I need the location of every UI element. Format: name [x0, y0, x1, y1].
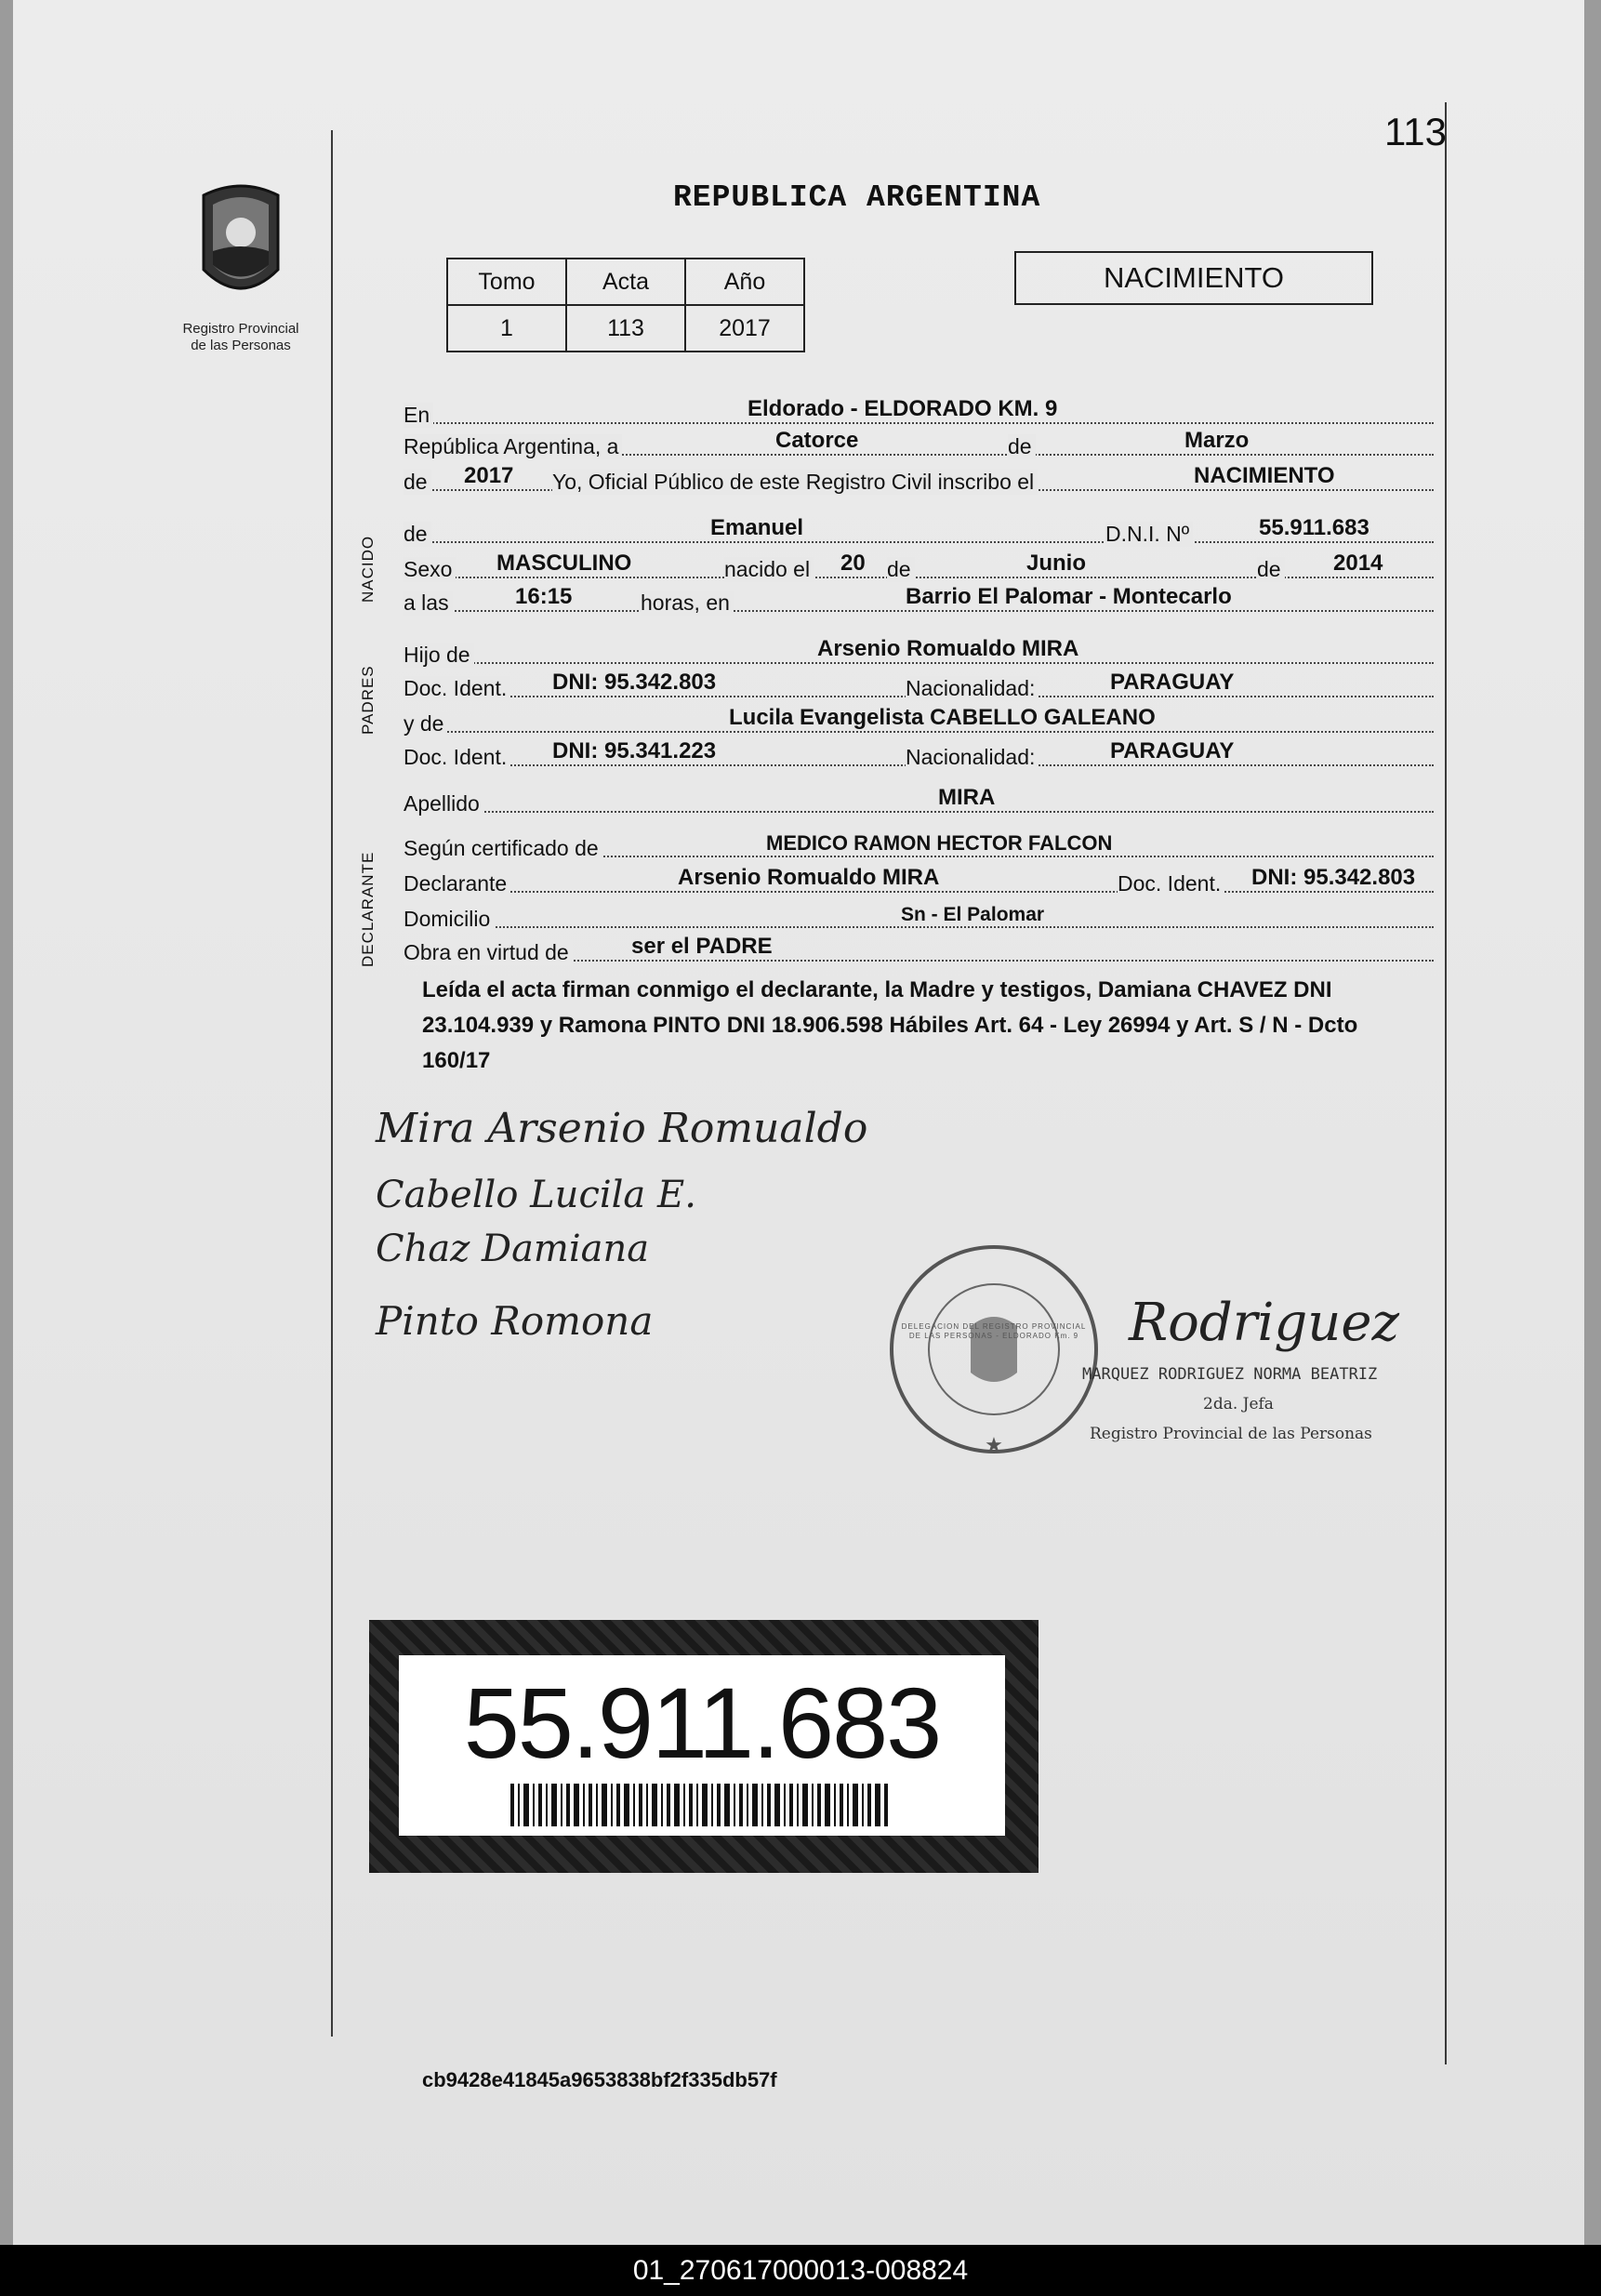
image-footer-id: 01_270617000013-008824 [0, 2245, 1601, 2296]
nacido-label: nacido el [724, 557, 814, 582]
y-de-label: y de [404, 711, 447, 737]
row-en [404, 398, 1434, 430]
registry-value-ano: 2017 [685, 305, 804, 352]
domicilio-value: Sn - El Palomar [901, 904, 1045, 925]
registry-header-ano: Año [685, 259, 804, 305]
stamp-text: DELEGACION DEL REGISTRO PROVINCIAL DE LAS PERSONAS - ELDORADO Km. 9 [901, 1322, 1087, 1340]
declarante-doc-label: Doc. Ident. [1118, 871, 1224, 896]
row-fecha [404, 430, 1434, 461]
row-certificado [404, 831, 1434, 863]
lugar-value: Barrio El Palomar - Montecarlo [906, 584, 1232, 609]
official-office: Registro Provincial de las Personas [1090, 1425, 1372, 1443]
right-margin-line [1445, 102, 1447, 2064]
de-month-label: de [1257, 557, 1285, 582]
madre-doc-label: Doc. Ident. [404, 745, 510, 770]
month-value: Marzo [1184, 428, 1250, 453]
registry-value-tomo: 1 [447, 305, 566, 352]
signature-3: Chaz Damiana [376, 1228, 650, 1270]
misiones-seal-icon [185, 177, 297, 316]
en-value: Eldorado - ELDORADO KM. 9 [748, 396, 1058, 421]
apellido-value: MIRA [938, 785, 996, 810]
year-value: 2017 [464, 463, 514, 488]
de-label: de [1008, 434, 1036, 459]
de-name-label: de [404, 522, 431, 547]
day-value: Catorce [775, 428, 859, 453]
section-padres: PADRES [359, 665, 377, 735]
declarante-doc: DNI: 95.342.803 [1251, 865, 1416, 890]
row-inscribo [404, 465, 1434, 497]
document-hash: cb9428e41845a9653838bf2f335db57f [422, 2068, 777, 2091]
madre-nac-label: Nacionalidad: [906, 745, 1039, 770]
province-logo [171, 177, 311, 354]
round-stamp-icon [878, 1233, 1110, 1466]
birth-month: Junio [1026, 551, 1086, 576]
obra-value: ser el PADRE [631, 934, 773, 959]
en-label: En [404, 403, 433, 428]
logo-caption-2: de las Personas [191, 338, 291, 353]
barcode-bars-icon [510, 1784, 892, 1826]
obra-label: Obra en virtud de [404, 940, 573, 965]
row-madre-doc [404, 740, 1434, 772]
official-name: MARQUEZ RODRIGUEZ NORMA BEATRIZ [1082, 1365, 1378, 1384]
official-role: 2da. Jefa [1203, 1395, 1274, 1413]
row-madre [404, 707, 1434, 738]
republica-label: República Argentina, a [404, 434, 622, 459]
svg-text:★: ★ [985, 1433, 1003, 1456]
row-obra [404, 936, 1434, 967]
padre-value: Arsenio Romualdo MIRA [817, 636, 1079, 661]
row-nombre [404, 517, 1434, 549]
section-declarante: DECLARANTE [359, 851, 377, 967]
registry-header-acta: Acta [566, 259, 685, 305]
official-stamp [878, 1233, 1110, 1466]
de-year-label: de [404, 470, 431, 495]
legal-text: Leída el acta firman conmigo el declarante, la Madre y testigos, Damiana CHAVEZ DNI 23.104.939 y Ramona PINTO DNI 18.906.598 Hábiles Art. 64 - Ley 26994 y Art. S / N - Dcto 160/17 [422, 977, 1358, 1073]
madre-value: Lucila Evangelista CABELLO GALEANO [729, 705, 1156, 730]
official-signature: Rodriguez [1129, 1293, 1399, 1353]
domicilio-label: Domicilio [404, 907, 494, 932]
left-margin-line [331, 130, 333, 2037]
logo-caption-1: Registro Provincial [182, 321, 299, 337]
document-sheet [13, 0, 1584, 2245]
row-apellido [404, 787, 1434, 818]
horas-label: horas, en [641, 591, 734, 616]
name-value: Emanuel [710, 515, 804, 540]
hijo-label: Hijo de [404, 643, 474, 668]
dni-label: D.N.I. Nº [1105, 522, 1193, 547]
a-las-label: a las [404, 591, 453, 616]
registry-header-tomo: Tomo [447, 259, 566, 305]
declarante-label: Declarante [404, 871, 510, 896]
inscribo-value: NACIMIENTO [1194, 463, 1335, 488]
row-padre [404, 638, 1434, 670]
certificado-label: Según certificado de [404, 836, 602, 861]
row-hora [404, 586, 1434, 617]
padre-nac: PARAGUAY [1110, 670, 1235, 695]
sexo-value: MASCULINO [496, 551, 632, 576]
record-type-box: NACIMIENTO [1014, 251, 1373, 305]
birth-year: 2014 [1333, 551, 1383, 576]
sexo-label: Sexo [404, 557, 456, 582]
row-declarante [404, 867, 1434, 898]
registry-table [446, 258, 805, 352]
padre-nac-label: Nacionalidad: [906, 676, 1039, 701]
signature-4: Pinto Romona [376, 1298, 654, 1344]
madre-nac: PARAGUAY [1110, 738, 1235, 763]
page-number: 113 [1384, 110, 1447, 153]
section-nacido: NACIDO [359, 535, 377, 603]
apellido-label: Apellido [404, 791, 483, 816]
barcode-panel [399, 1655, 1005, 1836]
signature-1: Mira Arsenio Romualdo [376, 1105, 868, 1152]
row-domicilio [404, 902, 1434, 934]
barcode-number: 55.911.683 [463, 1666, 941, 1779]
barcode-label [369, 1620, 1039, 1873]
madre-doc: DNI: 95.341.223 [552, 738, 717, 763]
registry-value-acta: 113 [566, 305, 685, 352]
inscribo-label: Yo, Oficial Público de este Registro Civil inscribo el [552, 470, 1038, 495]
birth-day: 20 [840, 551, 866, 576]
document-title: REPUBLICA ARGENTINA [673, 180, 1041, 215]
row-sexo [404, 552, 1434, 584]
hora-value: 16:15 [515, 584, 573, 609]
de-day-label: de [887, 557, 915, 582]
dni-value: 55.911.683 [1259, 515, 1369, 540]
padre-doc-label: Doc. Ident. [404, 676, 510, 701]
signature-2: Cabello Lucila E. [376, 1174, 696, 1216]
padre-doc: DNI: 95.342.803 [552, 670, 717, 695]
certificado-value: MEDICO RAMON HECTOR FALCON [766, 831, 1113, 855]
row-padre-doc [404, 671, 1434, 703]
declarante-value: Arsenio Romualdo MIRA [678, 865, 940, 890]
